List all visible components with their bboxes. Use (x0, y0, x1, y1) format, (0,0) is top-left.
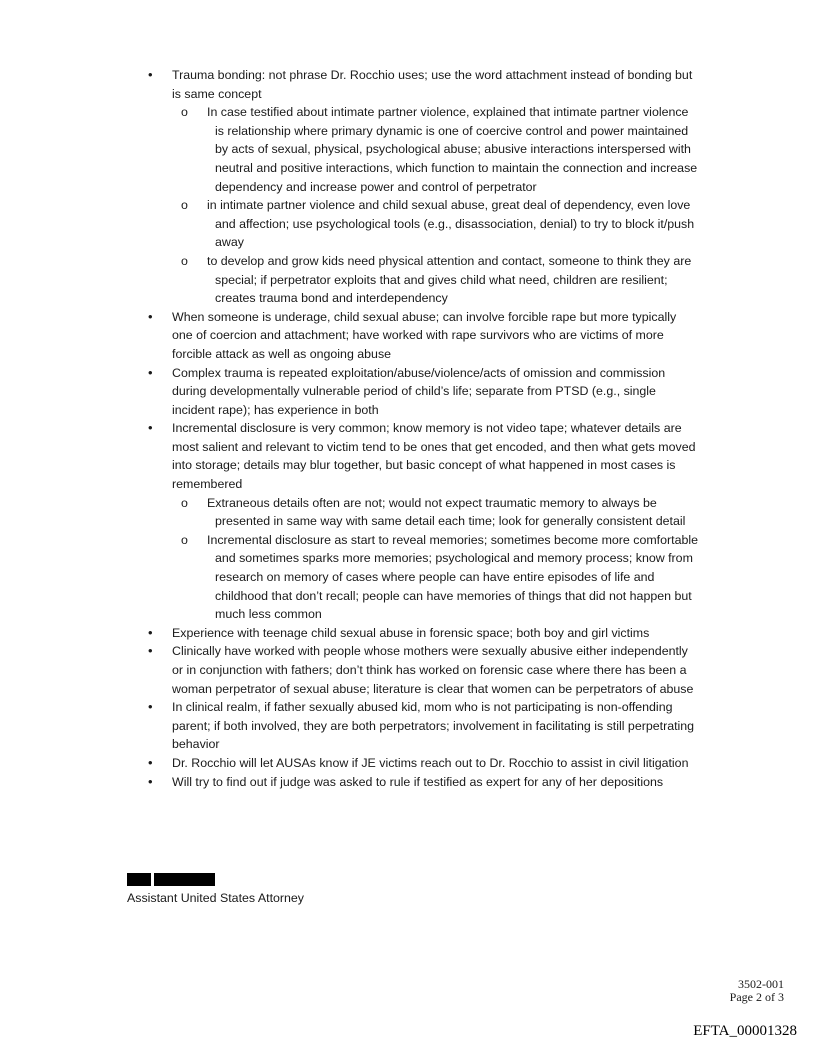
sub-list-item: o Extraneous details often are not; would not expect traumatic memory to always be presented in same way with same detail each time; look for generally consistent detail (194, 494, 698, 531)
list-item (148, 624, 698, 643)
list-item (148, 698, 698, 754)
bullet-text: • When someone is underage, child sexual abuse; can involve forcible rape but more typically one of coercion and attachment; have worked with rape survivors who are victims of more forcible attack as well as ongoing abuse (172, 309, 677, 361)
sub-list-item: o In case testified about intimate partner violence, explained that intimate partner violence is relationship where primary dynamic is one of coercive control and power maintained by acts of sexual, physical, psychological abuse; abusive interactions interspersed with neutral and positive interactions, which function to maintain the connection and increase dependency and increase power and control of perpetrator (194, 103, 698, 196)
list-item (148, 66, 698, 308)
list-item (148, 308, 698, 364)
bullet-text: • Incremental disclosure is very common; know memory is not video tape; whatever details are most salient and relevant to victim tend to be ones that get encoded, and then what gets moved into storage; details may blur together, but basic concept of what happened in most cases is remembered (172, 421, 696, 492)
redaction-block (154, 873, 215, 886)
sub-bullet-list (172, 494, 698, 624)
bullet-list (148, 66, 698, 791)
sub-list-item: o to develop and grow kids need physical attention and contact, someone to think they are special; if perpetrator exploits that and gives child what need, children are resilient; creates trauma bond and interdependency (194, 252, 698, 308)
list-item (148, 419, 698, 624)
form-number: 3502-001 (738, 977, 784, 991)
signature-title: Assistant United States Attorney (127, 891, 305, 905)
list-item (148, 642, 698, 698)
redaction-bar (127, 873, 304, 886)
signature-block (127, 873, 304, 907)
memo-body (148, 66, 698, 791)
bullet-text: • Experience with teenage child sexual abuse in forensic space; both boy and girl victims (172, 625, 650, 640)
bullet-text: • Dr. Rocchio will let AUSAs know if JE victims reach out to Dr. Rocchio to assist in civil litigation (172, 755, 689, 770)
sub-list-item: o Incremental disclosure as start to reveal memories; sometimes become more comfortable and sometimes sparks more memories; psychological and memory process; know from research on memory of cases where people can have entire episodes of life and childhood that don’t recall; people can have memories of things that did not happen but much less common (194, 531, 698, 624)
bullet-text: • Will try to find out if judge was asked to rule if testified as expert for any of her depositions (172, 774, 664, 789)
list-item (148, 773, 698, 792)
page-footer (730, 978, 784, 1004)
page-number: Page 2 of 3 (729, 990, 784, 1004)
bullet-text: • Complex trauma is repeated exploitation/abuse/violence/acts of omission and commission during developmentally vulnerable period of child’s life; separate from PTSD (e.g., single incident rape); has experience in both (172, 365, 666, 417)
list-item (148, 364, 698, 420)
redaction-block (127, 873, 151, 886)
bullet-text: • Trauma bonding: not phrase Dr. Rocchio uses; use the word attachment instead of bonding but is same concept (172, 68, 693, 101)
sub-bullet-list (172, 103, 698, 308)
bates-number: EFTA_00001328 (693, 1023, 797, 1039)
sub-list-item: o in intimate partner violence and child sexual abuse, great deal of dependency, even love and affection; use psychological tools (e.g., disassociation, denial) to try to block it/push away (194, 196, 698, 252)
bullet-text: • Clinically have worked with people whose mothers were sexually abusive either independently or in conjunction with fathers; don’t think has worked on forensic case where there has been a woman perpetrator of sexual abuse; literature is clear that women can be perpetrators of abuse (172, 644, 694, 696)
bullet-text: • In clinical realm, if father sexually abused kid, mom who is not participating is non-offending parent; if both involved, they are both perpetrators; involvement in facilitating is still perpetrating behavior (172, 700, 695, 752)
list-item (148, 754, 698, 773)
